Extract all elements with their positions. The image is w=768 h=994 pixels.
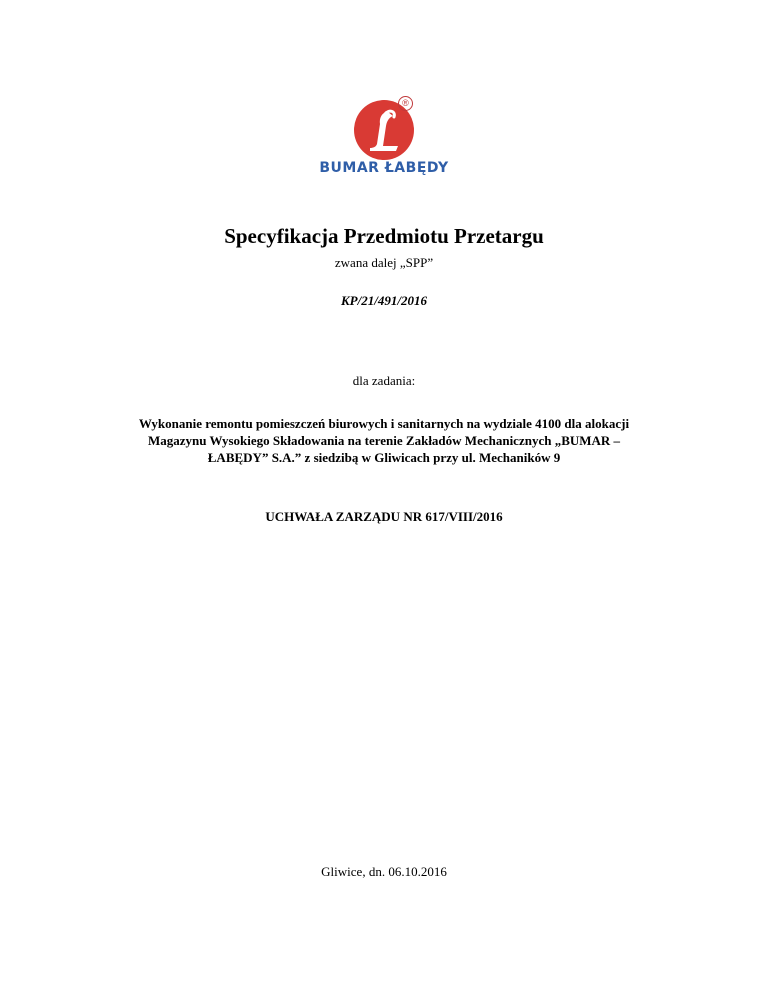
- for-task-label: dla zadania:: [352, 373, 416, 388]
- board-resolution: UCHWAŁA ZARZĄDU NR 617/VIII/2016: [265, 509, 503, 524]
- task-description-line: Magazynu Wysokiego Składowania na terenie Zakładów Mechanicznych „BUMAR –: [147, 433, 621, 448]
- task-description-line: ŁABĘDY” S.A.” z siedzibą w Gliwicach przy ul. Mechaników 9: [207, 450, 561, 465]
- task-description: [0, 415, 768, 466]
- reference-number: KP/21/491/2016: [341, 293, 427, 308]
- brand-name: BUMAR ŁABĘDY: [319, 160, 449, 176]
- document-subtitle: zwana dalej „SPP”: [334, 255, 434, 270]
- task-description-line: Wykonanie remontu pomieszczeń biurowych i sanitarnych na wydziale 4100 dla alokacji: [138, 416, 630, 431]
- place-and-date: Gliwice, dn. 06.10.2016: [321, 864, 447, 879]
- registered-trademark-icon: ®: [398, 96, 413, 111]
- document-title: Specyfikacja Przedmiotu Przetargu: [224, 224, 544, 248]
